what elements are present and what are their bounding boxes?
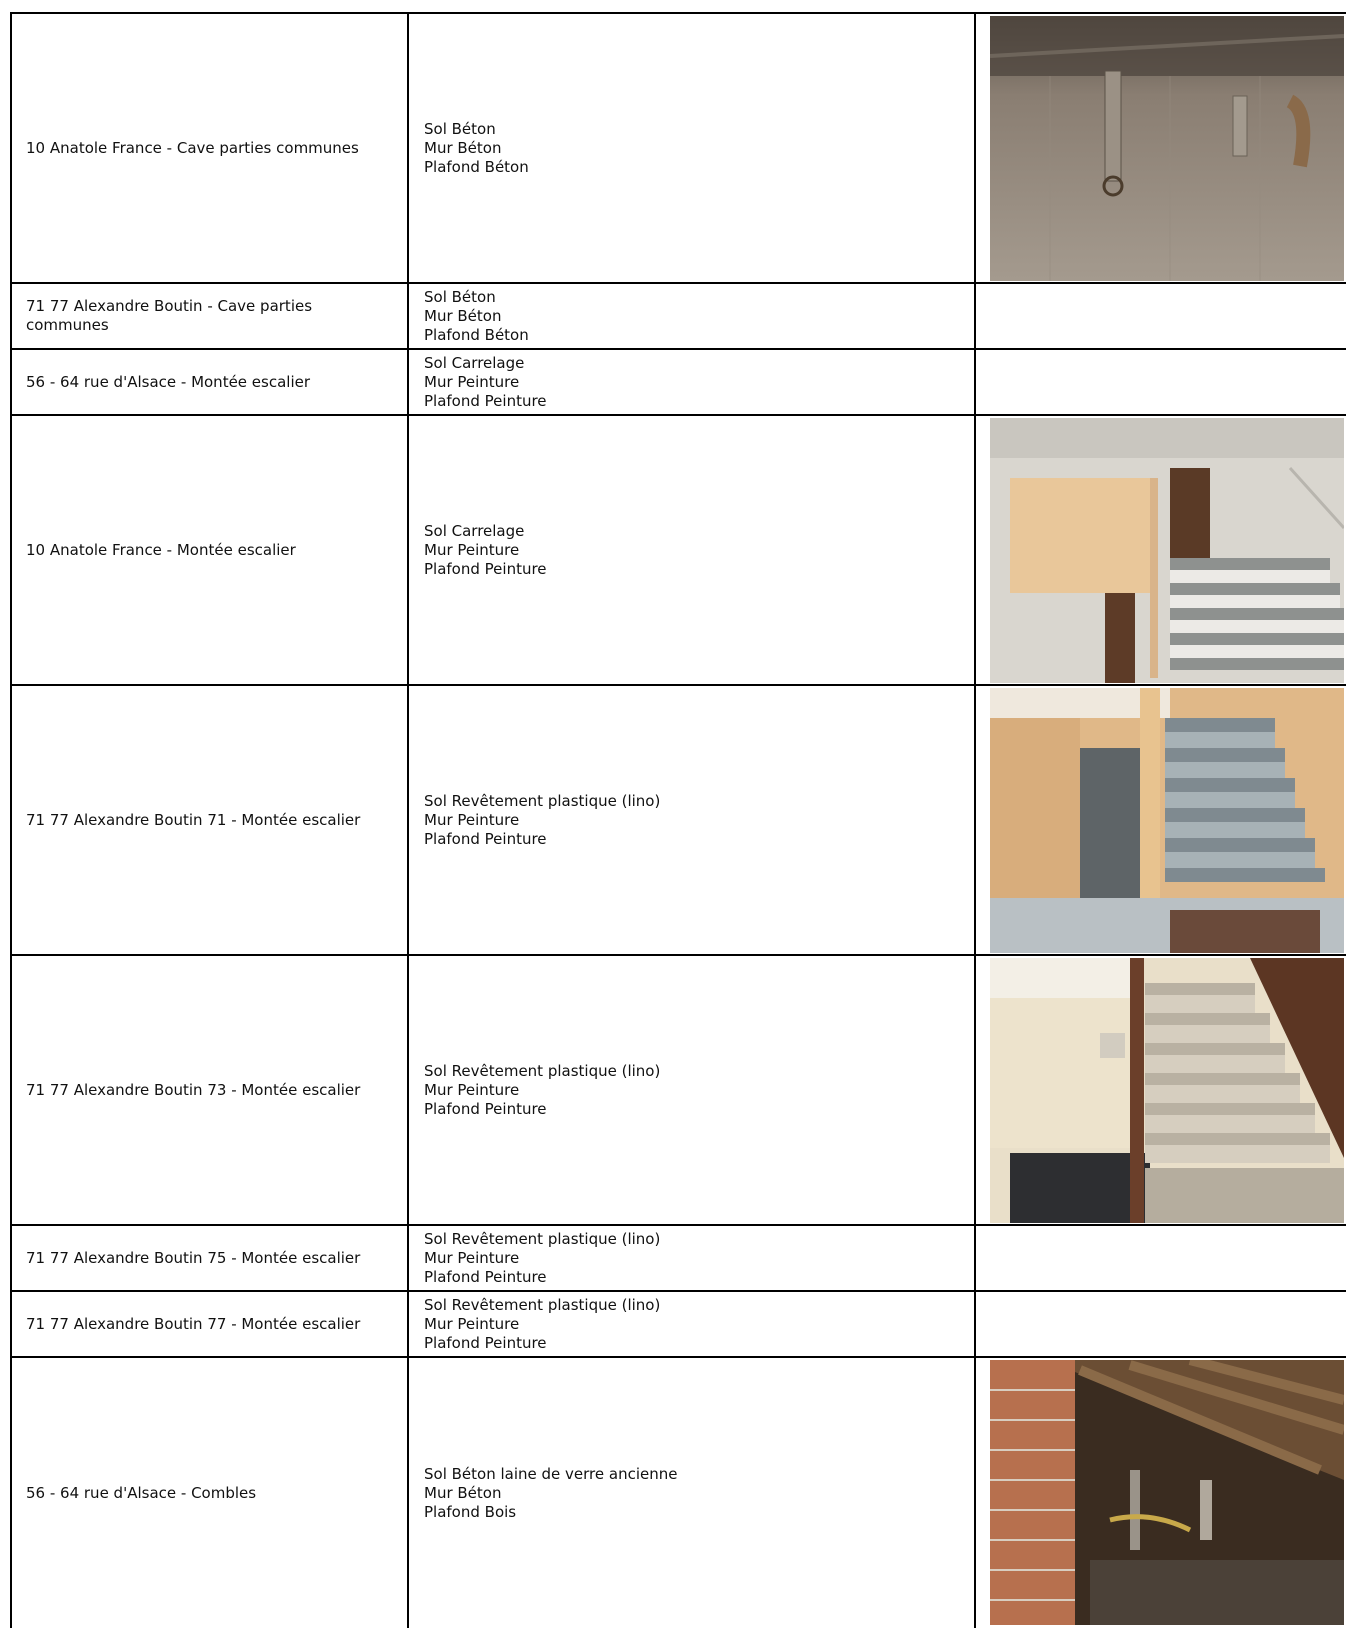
ceiling-material: Plafond Peinture xyxy=(424,1333,547,1352)
location-text: 56 - 64 rue d'Alsace - Combles xyxy=(26,1483,257,1502)
wall-material: Mur Béton xyxy=(424,1483,502,1502)
table-row xyxy=(10,416,1346,686)
photo-cell xyxy=(974,1358,1346,1628)
floor-material: Sol Carrelage xyxy=(424,521,525,540)
ceiling-material: Plafond Peinture xyxy=(424,559,547,578)
table-row xyxy=(10,956,1346,1226)
wall-material: Mur Peinture xyxy=(424,810,520,829)
photo-cell xyxy=(974,14,1346,282)
location-text: 10 Anatole France - Cave parties communes xyxy=(26,138,359,157)
floor-material: Sol Béton xyxy=(424,119,496,138)
table-row xyxy=(10,1358,1346,1628)
location-text: 71 77 Alexandre Boutin 77 - Montée escalier xyxy=(26,1314,361,1333)
photo-cell xyxy=(974,1292,1346,1356)
wall-material: Mur Béton xyxy=(424,306,502,325)
location-cell xyxy=(10,350,407,414)
photo-cell xyxy=(974,350,1346,414)
ceiling-material: Plafond Peinture xyxy=(424,829,547,848)
floor-material: Sol Carrelage xyxy=(424,353,525,372)
location-cell xyxy=(10,956,407,1224)
photo-cell xyxy=(974,956,1346,1224)
photo-cell xyxy=(974,686,1346,954)
table-row xyxy=(10,1226,1346,1292)
floor-material: Sol Béton xyxy=(424,287,496,306)
materials-cell xyxy=(407,14,974,282)
photo-cell xyxy=(974,1226,1346,1290)
ceiling-material: Plafond Peinture xyxy=(424,391,547,410)
materials-cell xyxy=(407,1292,974,1356)
cave-photo xyxy=(990,16,1344,281)
location-cell xyxy=(10,1292,407,1356)
wall-material: Mur Peinture xyxy=(424,372,520,391)
table-row xyxy=(10,350,1346,416)
materials-cell xyxy=(407,1226,974,1290)
stairwell-photo xyxy=(990,958,1344,1223)
table-row xyxy=(10,284,1346,350)
stairwell-photo xyxy=(990,418,1344,683)
photo-cell xyxy=(974,416,1346,684)
location-text: 71 77 Alexandre Boutin 73 - Montée escalier xyxy=(26,1080,361,1099)
ceiling-material: Plafond Béton xyxy=(424,157,529,176)
wall-material: Mur Peinture xyxy=(424,540,520,559)
materials-cell xyxy=(407,686,974,954)
wall-material: Mur Peinture xyxy=(424,1248,520,1267)
floor-material: Sol Revêtement plastique (lino) xyxy=(424,1061,661,1080)
location-cell xyxy=(10,416,407,684)
photo-cell xyxy=(974,284,1346,348)
floor-material: Sol Revêtement plastique (lino) xyxy=(424,1229,661,1248)
materials-cell xyxy=(407,956,974,1224)
floor-material: Sol Revêtement plastique (lino) xyxy=(424,1295,661,1314)
materials-cell xyxy=(407,284,974,348)
location-cell xyxy=(10,14,407,282)
table-row xyxy=(10,1292,1346,1358)
wall-material: Mur Peinture xyxy=(424,1080,520,1099)
location-cell xyxy=(10,284,407,348)
location-text: 71 77 Alexandre Boutin 71 - Montée escalier xyxy=(26,810,361,829)
ceiling-material: Plafond Bois xyxy=(424,1502,517,1521)
location-cell xyxy=(10,1358,407,1628)
location-cell xyxy=(10,1226,407,1290)
inspection-table xyxy=(10,12,1346,1628)
location-text: 71 77 Alexandre Boutin - Cave parties communes xyxy=(26,297,313,334)
floor-material: Sol Béton laine de verre ancienne xyxy=(424,1464,678,1483)
ceiling-material: Plafond Peinture xyxy=(424,1099,547,1118)
location-text: 71 77 Alexandre Boutin 75 - Montée escalier xyxy=(26,1248,361,1267)
wall-material: Mur Béton xyxy=(424,138,502,157)
materials-cell xyxy=(407,350,974,414)
attic-photo xyxy=(990,1360,1344,1625)
location-text: 10 Anatole France - Montée escalier xyxy=(26,540,296,559)
materials-cell xyxy=(407,1358,974,1628)
materials-cell xyxy=(407,416,974,684)
table-row xyxy=(10,686,1346,956)
ceiling-material: Plafond Peinture xyxy=(424,1267,547,1286)
location-cell xyxy=(10,686,407,954)
table-row xyxy=(10,14,1346,284)
stairwell-photo xyxy=(990,688,1344,953)
ceiling-material: Plafond Béton xyxy=(424,325,529,344)
floor-material: Sol Revêtement plastique (lino) xyxy=(424,791,661,810)
location-text: 56 - 64 rue d'Alsace - Montée escalier xyxy=(26,372,311,391)
wall-material: Mur Peinture xyxy=(424,1314,520,1333)
